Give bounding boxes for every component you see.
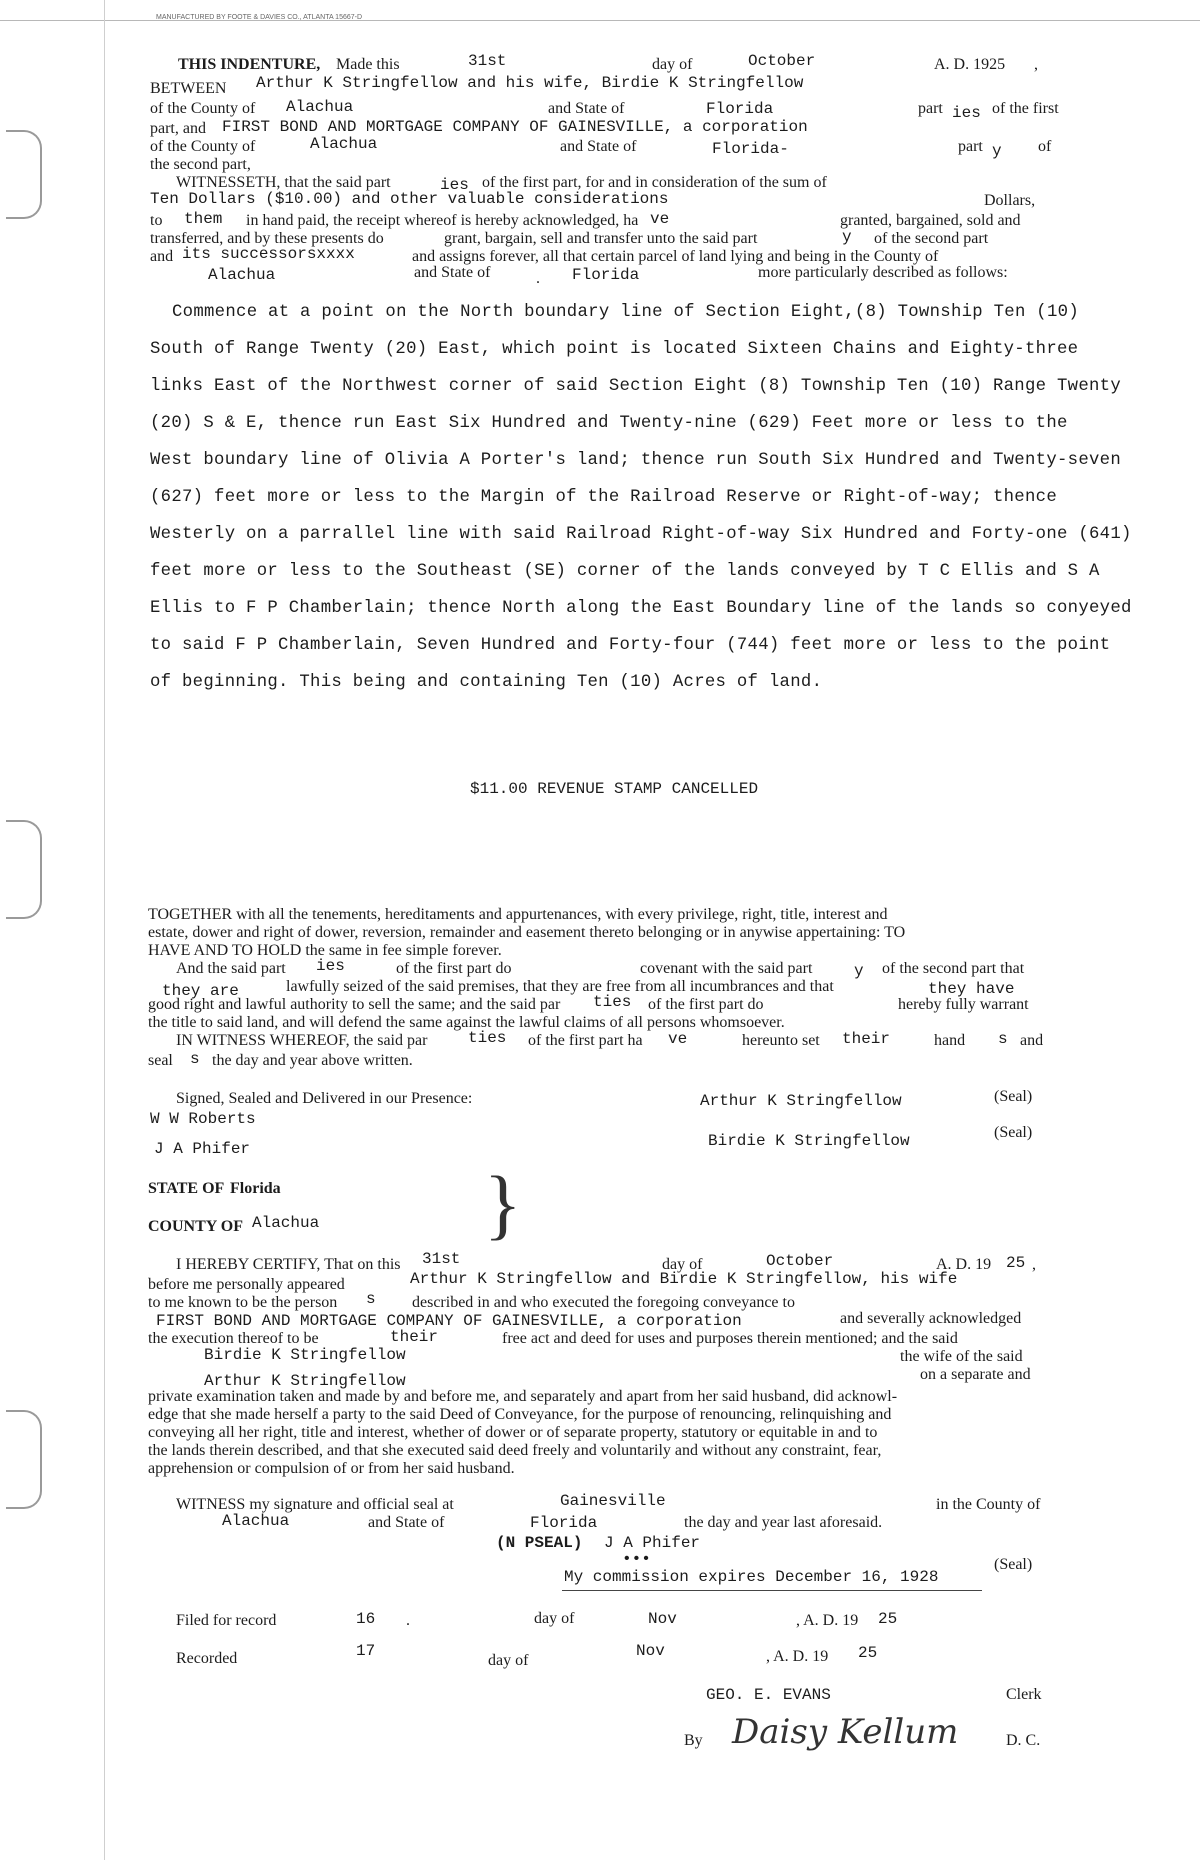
notary-seal-mark: (N PSEAL)	[496, 1534, 583, 1552]
ack-state-of: and State of	[368, 1514, 445, 1531]
deputy-clerk-signature: Daisy Kellum	[732, 1712, 959, 1752]
filed-month: Nov	[648, 1610, 677, 1628]
witness-whereof-their: their	[842, 1030, 891, 1048]
transferred-text: transferred, and by these presents do	[150, 230, 384, 247]
habendum-line-2: estate, dower and right of dower, reversion, remainder and easement thereto belonging or in anywise appertaining: TO	[148, 924, 906, 941]
state-of-heading: STATE OF	[148, 1180, 225, 1197]
county-of-heading: COUNTY OF	[148, 1218, 243, 1235]
printer-imprint: MANUFACTURED BY FOOTE & DAVIES CO., ATLANTA 15667-D	[156, 14, 363, 21]
signer-2: Birdie K Stringfellow	[708, 1132, 910, 1150]
clerk-name: GEO. E. EVANS	[706, 1686, 831, 1704]
severally-text: and severally acknowledged	[840, 1310, 1022, 1327]
have-suffix: ve	[650, 210, 670, 228]
ack-county-2: Alachua	[222, 1512, 290, 1530]
covenant-a: And the said part	[176, 960, 286, 977]
indenture-month: October	[748, 52, 816, 70]
ack-year: 25	[1006, 1254, 1026, 1272]
filed-label: Filed for record	[176, 1612, 277, 1629]
description-line: (20) S & E, thence run East Six Hundred and Twenty-nine (629) Feet more or less to the	[150, 414, 1068, 433]
examination-line-4: the lands therein described, and that she executed said deed freely and voluntarily and without any constraint, fear,	[148, 1442, 882, 1459]
grant-y: y	[842, 228, 852, 246]
dollars-label: Dollars,	[984, 192, 1036, 209]
recorded-day: 17	[356, 1642, 376, 1660]
seal-1: (Seal)	[994, 1088, 1033, 1105]
witnesseth-text-1: of the first part, for and in consideration of the sum of	[482, 174, 827, 191]
known-s: s	[366, 1290, 376, 1308]
ack-day-of: day of	[662, 1256, 703, 1273]
filed-day-of: day of	[534, 1610, 575, 1627]
habendum-line-1: TOGETHER with all the tenements, hereditaments and appurtenances, with every privilege, right, title, interest and	[148, 906, 888, 923]
parties-suffix: ies	[952, 104, 981, 122]
clerk-label: Clerk	[1006, 1686, 1042, 1703]
of-word: of	[1038, 138, 1052, 155]
filed-dot: .	[406, 1612, 410, 1629]
made-this-label: Made this	[336, 56, 400, 73]
seal-2: (Seal)	[994, 1124, 1033, 1141]
by-label: By	[684, 1732, 703, 1749]
second-part-text: of the second part	[874, 230, 989, 247]
commission-expires: My commission expires December 16, 1928	[564, 1568, 939, 1586]
description-line: South of Range Twenty (20) East, which point is located Sixteen Chains and Eighty-three	[150, 340, 1079, 359]
witness-whereof-e: and	[1020, 1032, 1044, 1049]
examination-line-3: conveying all her right, title and interest, whether of dower or of separate property, statutory or equitable in and to	[148, 1424, 878, 1441]
witness-whereof-b: of the first part ha	[528, 1032, 643, 1049]
witnesseth-suffix: ies	[440, 176, 469, 194]
witness-2: J A Phifer	[154, 1140, 251, 1158]
description-line: to said F P Chamberlain, Seven Hundred and Forty-four (744) feet more or less to the point	[150, 636, 1111, 655]
recorded-day-of: day of	[488, 1652, 529, 1669]
witness-whereof-c: hereunto set	[742, 1032, 820, 1049]
land-state-of: and State of	[414, 264, 491, 281]
husband-name: Arthur K Stringfellow	[204, 1372, 406, 1390]
ack-grantee: FIRST BOND AND MORTGAGE COMPANY OF GAINESVILLE, a corporation	[156, 1312, 742, 1330]
revenue-stamp-note: $11.00 REVENUE STAMP CANCELLED	[470, 780, 759, 798]
between-label: BETWEEN	[150, 80, 227, 97]
ack-ad: A. D. 19	[936, 1256, 992, 1273]
habendum-line-3: HAVE AND TO HOLD the same in fee simple forever.	[148, 942, 502, 959]
grantor-state: Florida	[706, 100, 774, 118]
land-dot: .	[536, 270, 540, 287]
before-me: before me personally appeared	[148, 1276, 345, 1293]
signer-1: Arthur K Stringfellow	[700, 1092, 902, 1110]
witness-whereof-a: IN WITNESS WHEREOF, the said par	[176, 1032, 428, 1049]
punch-hole-top	[6, 130, 42, 219]
land-county: Alachua	[208, 266, 276, 284]
commission-rule	[562, 1590, 982, 1591]
witness-1: W W Roberts	[150, 1110, 256, 1128]
assigns-text: and assigns forever, all that certain parcel of land lying and being in the County of	[412, 248, 939, 265]
ack-persons: Arthur K Stringfellow and Birdie K Stringfellow, his wife	[410, 1270, 958, 1288]
authority-c: hereby fully warrant	[898, 996, 1029, 1013]
description-line: of beginning. This being and containing Ten (10) Acres of land.	[150, 673, 823, 692]
part-label: part	[958, 138, 983, 155]
description-line: Westerly on a parrallel line with said Railroad Right-of-way Six Hundred and Forty-one (641)	[150, 525, 1132, 544]
last-aforesaid: the day and year last aforesaid.	[684, 1514, 883, 1531]
description-line: feet more or less to the Southeast (SE) corner of the lands conveyed by T C Ellis and S A	[150, 562, 1100, 581]
witness-whereof-ties: ties	[468, 1029, 507, 1047]
them-value: them	[184, 210, 223, 228]
grantor-county: Alachua	[286, 98, 354, 116]
seal-s: s	[190, 1050, 200, 1068]
notary-name: J A Phifer	[604, 1534, 701, 1552]
filed-day: 16	[356, 1610, 376, 1628]
separate-text: on a separate and	[920, 1366, 1031, 1383]
witness-whereof-ve: ve	[668, 1030, 688, 1048]
punch-hole-middle	[6, 820, 42, 919]
land-state: Florida	[572, 266, 640, 284]
more-particularly: more particularly described as follows:	[758, 264, 1008, 281]
covenant-y: y	[854, 962, 864, 980]
warranty-text: the title to said land, and will defend the same against the lawful claims of all persons whomsoever.	[148, 1014, 785, 1031]
recorded-ad: , A. D. 19	[766, 1648, 829, 1665]
day-year-written: the day and year above written.	[212, 1052, 413, 1069]
ack-comma: ,	[1032, 1256, 1036, 1273]
to-label: to	[150, 212, 163, 229]
part-and-label: part, and	[150, 120, 206, 137]
grantee-county: Alachua	[310, 135, 378, 153]
witness-whereof-s: s	[998, 1030, 1008, 1048]
recorded-month: Nov	[636, 1642, 665, 1660]
examination-line-2: edge that she made herself a party to the said Deed of Conveyance, for the purpose of renouncing, relinquishing and	[148, 1406, 892, 1423]
margin-line	[104, 0, 105, 1860]
filed-year: 25	[878, 1610, 898, 1628]
parties-label: part	[918, 100, 943, 117]
recorded-label: Recorded	[176, 1650, 238, 1667]
description-line: Ellis to F P Chamberlain; thence North along the East Boundary line of the lands so conyeyed	[150, 599, 1132, 618]
authority-b: of the first part do	[648, 996, 764, 1013]
witnesseth-lead: WITNESSETH, that the said part	[176, 174, 391, 191]
authority-a: good right and lawful authority to sell the same; and the said par	[148, 996, 561, 1013]
state-of-label-2: and State of	[560, 138, 637, 155]
consideration: Ten Dollars ($10.00) and other valuable considerations	[150, 190, 669, 208]
granted-text: granted, bargained, sold and	[840, 212, 1021, 229]
part-suffix: y	[992, 142, 1002, 160]
indenture-title: THIS INDENTURE,	[178, 56, 321, 73]
examination-line-5: apprehension or compulsion of or from her said husband.	[148, 1460, 515, 1477]
presence-label: Signed, Sealed and Delivered in our Presence:	[176, 1090, 473, 1107]
recorded-year: 25	[858, 1644, 878, 1662]
grant-text: grant, bargain, sell and transfer unto the said part	[444, 230, 758, 247]
description-line: (627) feet more or less to the Margin of the Railroad Reserve or Right-of-way; thence	[150, 488, 1057, 507]
covenant-ies: ies	[316, 957, 345, 975]
wife-name: Birdie K Stringfellow	[204, 1346, 406, 1364]
description-line: links East of the Northwest corner of said Section Eight (8) Township Ten (10) Range Twenty	[150, 377, 1122, 396]
known-text: to me known to be the person	[148, 1294, 338, 1311]
witness-whereof-d: hand	[934, 1032, 966, 1049]
seal-label: seal	[148, 1052, 173, 1069]
wife-of-text: the wife of the said	[900, 1348, 1023, 1365]
county-of-label: of the County of	[150, 100, 256, 117]
bracket: }	[484, 1160, 522, 1247]
witness-signature-text: WITNESS my signature and official seal at	[176, 1496, 454, 1513]
they-have: they have	[928, 980, 1015, 998]
examination-line-1: private examination taken and made by and before me, and separately and apart from her said husband, did acknowl-	[148, 1388, 898, 1405]
grantors: Arthur K Stringfellow and his wife, Birdie K Stringfellow	[256, 74, 804, 92]
day-of-label: day of	[652, 56, 693, 73]
indenture-day: 31st	[468, 52, 507, 70]
grantee-state: Florida-	[712, 140, 789, 158]
certify-text: I HEREBY CERTIFY, That on this	[176, 1256, 401, 1273]
ack-state: Florida	[230, 1180, 281, 1197]
execution-text: the execution thereof to be	[148, 1330, 319, 1347]
of-the-first: of the first	[992, 100, 1059, 117]
second-part-label: the second part,	[150, 156, 251, 173]
notary-seal: (Seal)	[994, 1556, 1033, 1573]
indenture-year: A. D. 1925	[934, 56, 1006, 73]
dc-label: D. C.	[1006, 1732, 1041, 1749]
ack-day: 31st	[422, 1250, 461, 1268]
receipt-text: in hand paid, the receipt whereof is hereby acknowledged, ha	[246, 212, 639, 229]
ack-month: October	[766, 1252, 834, 1270]
county-of-label-2: of the County of	[150, 138, 256, 155]
covenant-b: of the first part do	[396, 960, 512, 977]
grantee: FIRST BOND AND MORTGAGE COMPANY OF GAINESVILLE, a corporation	[222, 118, 808, 136]
successors: its successorsxxxx	[182, 245, 355, 263]
filed-ad: , A. D. 19	[796, 1612, 859, 1629]
they-are: they are	[162, 982, 239, 1000]
punch-hole-bottom	[6, 1410, 42, 1509]
description-line: Commence at a point on the North boundary line of Section Eight,(8) Township Ten (10)	[172, 303, 1079, 322]
ack-their: their	[390, 1328, 439, 1346]
description-line: West boundary line of Olivia A Porter's land; thence run South Six Hundred and Twenty-seven	[150, 451, 1122, 470]
ack-state-2: Florida	[530, 1514, 598, 1532]
free-act-text: free act and deed for uses and purposes therein mentioned; and the said	[502, 1330, 958, 1347]
in-county-text: in the County of	[936, 1496, 1041, 1513]
state-of-label: and State of	[548, 100, 625, 117]
covenant-d: of the second part that	[882, 960, 1025, 977]
seized-text: lawfully seized of the said premises, that they are free from all incumbrances and that	[286, 978, 834, 995]
notary-dots: •••	[622, 1550, 651, 1568]
described-text: described in and who executed the foregoing conveyance to	[412, 1294, 795, 1311]
covenant-c: covenant with the said part	[640, 960, 813, 977]
indenture-year-comma: ,	[1034, 56, 1038, 73]
ack-city: Gainesville	[560, 1492, 666, 1510]
and-label: and	[150, 248, 174, 265]
authority-ties: ties	[593, 993, 632, 1011]
ack-county: Alachua	[252, 1214, 320, 1232]
